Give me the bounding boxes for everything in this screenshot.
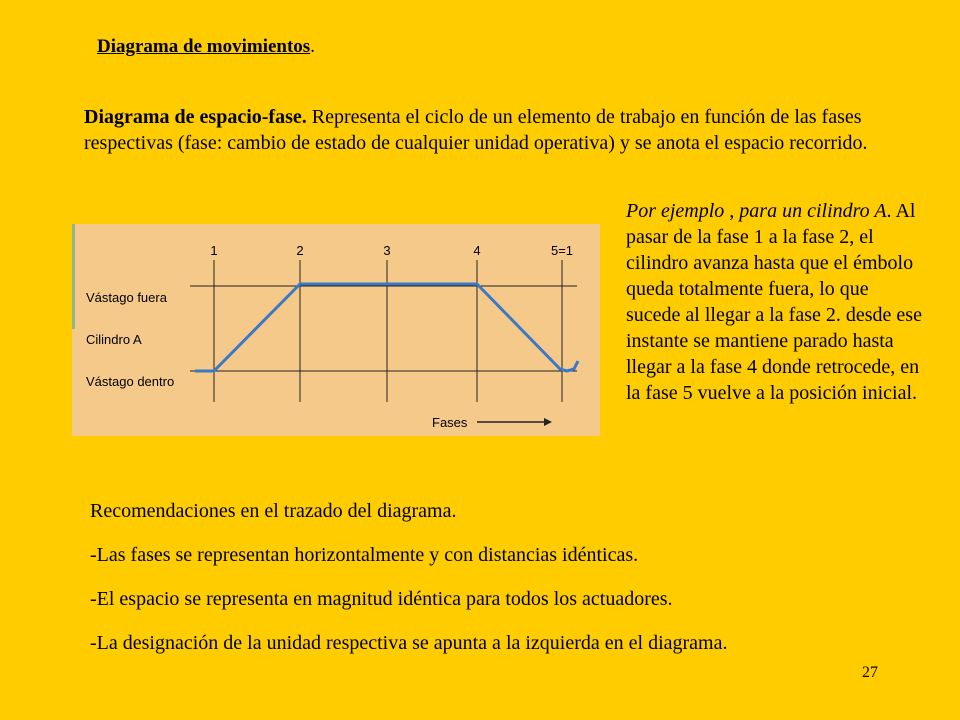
axis-label-fases: Fases [432, 415, 468, 430]
example-paragraph [626, 198, 926, 406]
intro-body: Representa el ciclo de un elemento de trabajo en función de las fases respectivas (fase: cambio de estado de cualquier unidad operativa) y se anota el espacio recorrido. [84, 106, 868, 154]
phase-label-4: 4 [473, 243, 481, 258]
page-number: 27 [862, 664, 878, 681]
recommendation-item: -El espacio se representa en magnitud idéntica para todos los actuadores. [90, 588, 673, 610]
slide-title [97, 36, 315, 58]
recommendation-heading: Recomendaciones en el trazado del diagrama. [90, 500, 457, 522]
example-italic: Por ejemplo , para un cilindro A [626, 200, 887, 222]
label-vastago-fuera: Vástago fuera [86, 290, 167, 305]
space-phase-diagram [72, 224, 600, 436]
intro-lead: Diagrama de espacio-fase. [84, 106, 307, 128]
label-vastago-dentro: Vástago dentro [86, 374, 175, 389]
phase-label-1: 1 [210, 243, 218, 258]
slide-title-period: . [310, 36, 315, 57]
phase-label-2: 2 [296, 243, 304, 258]
example-body: . Al pasar de la fase 1 a la fase 2, el cilindro avanza hasta que el émbolo queda totalmente fuera, lo que sucede al llegar a la fase 2. desde ese instante se mantiene parado hasta llegar a la fase 4 donde retrocede, en la fase 5 vuelve a la posición inicial. [626, 200, 922, 404]
slide-title-text: Diagrama de movimientos [97, 36, 311, 57]
diagram-left-edge [72, 224, 75, 329]
label-cilindro-a: Cilindro A [86, 332, 142, 347]
phase-label-5: 5=1 [550, 243, 574, 258]
recommendation-item: -La designación de la unidad respectiva se apunta a la izquierda en el diagrama. [90, 632, 728, 654]
phase-label-3: 3 [383, 243, 391, 258]
recommendations-list [90, 500, 728, 676]
recommendation-item: -Las fases se representan horizontalmente y con distancias idénticas. [90, 544, 639, 566]
intro-paragraph [84, 104, 914, 156]
